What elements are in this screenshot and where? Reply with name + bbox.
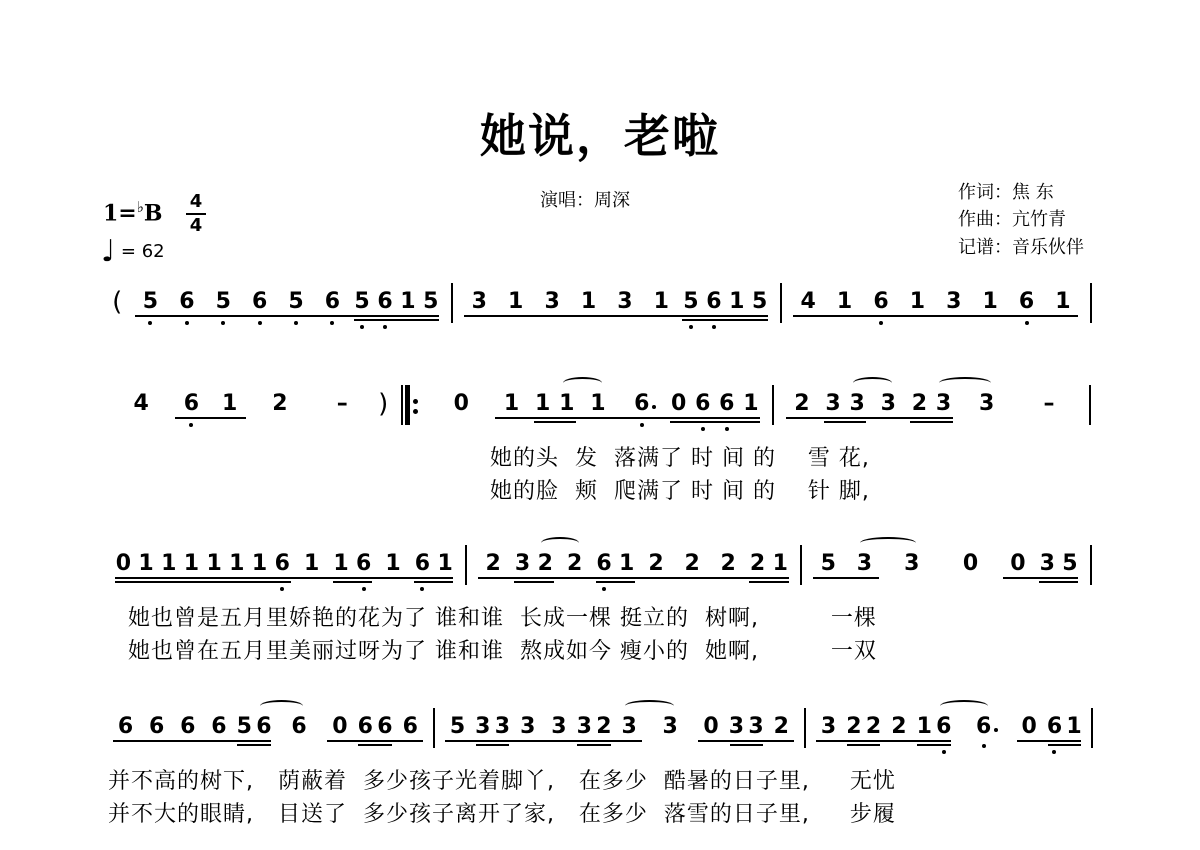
note: 6: [117, 714, 134, 739]
note: 3: [935, 391, 952, 416]
note: 3: [617, 289, 633, 314]
barline: [1090, 283, 1092, 323]
octave-dot-below: [1025, 321, 1029, 325]
beam-underline: [1048, 744, 1081, 746]
beam-underline: [1039, 581, 1078, 583]
composer-credit: 作曲：亢竹青: [958, 209, 1066, 230]
note: 1: [183, 551, 200, 576]
note: 2: [596, 714, 612, 739]
note: 3: [1039, 551, 1055, 576]
beam-underline: [813, 577, 879, 579]
note: 2: [648, 551, 664, 576]
beam-underline: [464, 315, 768, 317]
octave-dot-below: [330, 321, 334, 325]
note: 3: [514, 551, 531, 576]
note: 0: [1010, 551, 1026, 576]
note: 3: [825, 391, 841, 416]
note: 5: [752, 289, 768, 314]
note: 5: [449, 714, 466, 739]
beam-underline: [354, 319, 440, 321]
note: 6: [706, 289, 722, 314]
note: 1: [251, 551, 268, 576]
note: 3: [494, 714, 511, 739]
lyric-line: 她的头 发 落满了 时 间 的 雪 花,: [490, 446, 870, 471]
beam-underline: [495, 417, 760, 419]
note: 3: [551, 714, 567, 739]
beam-underline: [917, 744, 950, 746]
note: 3: [979, 391, 995, 416]
note: 1: [229, 551, 245, 576]
note: 5: [354, 289, 370, 314]
note: 3: [946, 289, 962, 314]
note: 1: [333, 551, 349, 576]
octave-dot-below: [420, 587, 424, 591]
note: 6: [291, 714, 307, 739]
note: 5: [423, 289, 439, 314]
note: 2: [485, 551, 501, 576]
note: 6: [414, 551, 431, 576]
barline: [465, 545, 467, 585]
note: 1: [161, 551, 177, 576]
note: 5: [820, 551, 836, 576]
barline: [804, 708, 806, 748]
beam-underline: [910, 421, 952, 423]
lyric-line: 并不大的眼睛, 目送了 多少孩子离开了家, 在多少 落雪的日子里, 步履: [108, 802, 896, 827]
note: 2: [794, 391, 810, 416]
octave-dot-below: [280, 587, 284, 591]
lyric-line: 她也曾在五月里美丽过呀为了 谁和谁 熬成如今 瘦小的 她啊, 一双: [128, 639, 877, 664]
tie-arc: [625, 700, 674, 712]
note: 3: [662, 714, 678, 739]
octave-dot-below: [602, 587, 606, 591]
beam-underline: [793, 315, 1078, 317]
note: 6: [402, 714, 418, 739]
beam-underline: [1003, 577, 1078, 579]
time-signature: [186, 192, 206, 236]
beam-underline: [476, 744, 509, 746]
repeat-dot: [413, 399, 418, 404]
note: 6: [183, 391, 200, 416]
octave-dot-below: [1052, 750, 1056, 754]
octave-dot-below: [360, 325, 364, 329]
note: 1: [535, 391, 551, 416]
augmentation-dot: [994, 728, 998, 732]
note: 6: [274, 551, 290, 576]
octave-dot-below: [148, 321, 152, 325]
beam-underline: [327, 740, 422, 742]
note: 1: [619, 551, 635, 576]
note: 6: [975, 714, 992, 739]
beam-underline: [358, 744, 391, 746]
octave-dot-below: [712, 325, 716, 329]
octave-dot-below: [701, 427, 705, 431]
beam-underline: [816, 740, 951, 742]
tempo-value: = 62: [120, 241, 165, 262]
note: 6: [936, 714, 952, 739]
time-sig-top: 4: [189, 191, 203, 212]
barline: [1091, 708, 1093, 748]
beam-underline: [824, 421, 866, 423]
note: 6: [695, 391, 711, 416]
key-signature: [103, 198, 162, 226]
note: 1: [400, 289, 416, 314]
beam-underline: [445, 740, 642, 742]
note: 6: [377, 714, 393, 739]
note: 6: [1018, 289, 1035, 314]
beam-underline: [115, 581, 291, 583]
beam-underline: [730, 744, 763, 746]
octave-dot-below: [689, 325, 693, 329]
note: 6: [873, 289, 889, 314]
beam-underline: [682, 319, 768, 321]
octave-dot-below: [294, 321, 298, 325]
note: 3: [544, 289, 560, 314]
barline: [1090, 545, 1092, 585]
beam-underline: [414, 581, 453, 583]
staff-line-1: [0, 283, 1200, 363]
note: 1: [559, 391, 575, 416]
octave-dot-below: [185, 321, 189, 325]
beam-underline: [135, 315, 439, 317]
tempo-mark: [101, 234, 165, 269]
octave-dot-below: [640, 423, 644, 427]
tie-arc: [260, 700, 303, 712]
note: 3: [728, 714, 745, 739]
note: 6: [180, 714, 196, 739]
note: 6: [719, 391, 735, 416]
note: 6: [377, 289, 393, 314]
note: 0: [332, 714, 348, 739]
octave-dot-below: [383, 325, 387, 329]
lyric-line: 并不高的树下, 荫蔽着 多少孩子光着脚丫, 在多少 酷暑的日子里, 无忧: [108, 769, 896, 794]
note: 3: [856, 551, 872, 576]
tie-arc: [853, 377, 892, 389]
lyric-line: 她的脸 颊 爬满了 时 间 的 针 脚,: [490, 479, 870, 504]
beam-underline: [670, 421, 760, 423]
note: 2: [891, 714, 907, 739]
note: 1: [508, 289, 524, 314]
note: 3: [576, 714, 592, 739]
barline: [800, 545, 802, 585]
note: 2: [720, 551, 736, 576]
beam-underline: [847, 744, 880, 746]
note: 1: [982, 289, 998, 314]
note: 5: [142, 289, 159, 314]
note: 5: [683, 289, 699, 314]
note: 5: [1062, 551, 1078, 576]
note: 0: [962, 551, 979, 576]
note: 1: [909, 289, 926, 314]
tie-arc: [860, 537, 915, 549]
note: 1: [729, 289, 745, 314]
repeat-thick-bar: [405, 385, 410, 425]
note: 1: [1066, 714, 1082, 739]
lyricist-credit: 作词：焦 东: [958, 182, 1054, 203]
note: 5: [288, 289, 304, 314]
barline: [433, 708, 435, 748]
singer-credit: 演唱：周深: [540, 190, 630, 211]
note: 1: [836, 289, 853, 314]
note: 1: [303, 551, 320, 576]
beam-underline: [237, 744, 270, 746]
tie-arc: [940, 700, 988, 712]
note: 3: [471, 289, 487, 314]
song-title: 她说，老啦: [480, 109, 720, 163]
barline: [780, 283, 782, 323]
note: 6: [596, 551, 612, 576]
note: 1: [772, 551, 788, 576]
note: 0: [453, 391, 469, 416]
barline: [772, 385, 774, 425]
note: –: [336, 391, 348, 416]
octave-dot-below: [879, 321, 883, 325]
note: 3: [849, 391, 865, 416]
note: 2: [773, 714, 789, 739]
beam-underline: [596, 581, 635, 583]
key-prefix: 1=: [103, 200, 137, 227]
note: 6: [149, 714, 165, 739]
note: 6: [324, 289, 341, 314]
repeat-thin-bar: [401, 385, 403, 425]
flat-sign: ♭: [136, 198, 144, 216]
note: 3: [748, 714, 764, 739]
note: 5: [236, 714, 252, 739]
note: 2: [272, 391, 288, 416]
quarter-note-icon: ♩: [101, 234, 116, 269]
note: 1: [653, 289, 669, 314]
note: 1: [437, 551, 453, 576]
note: 3: [475, 714, 491, 739]
barline: [451, 283, 453, 323]
note: 3: [880, 391, 896, 416]
repeat-dot: [413, 409, 418, 414]
note: 0: [115, 551, 131, 576]
time-sig-bottom: 4: [189, 215, 203, 236]
note: 2: [865, 714, 882, 739]
lyric-line: 她也曾是五月里娇艳的花为了 谁和谁 长成一棵 挺立的 树啊, 一棵: [128, 606, 877, 631]
note: 1: [916, 714, 932, 739]
beam-underline: [115, 577, 453, 579]
tie-arc: [939, 377, 990, 389]
note: 3: [520, 714, 536, 739]
note: 1: [222, 391, 238, 416]
note: 6: [211, 714, 227, 739]
note: 1: [503, 391, 520, 416]
octave-dot-below: [982, 744, 986, 748]
note: 0: [670, 391, 687, 416]
beam-underline: [175, 417, 245, 419]
note: 2: [846, 714, 862, 739]
note: 1: [1055, 289, 1071, 314]
octave-dot-below: [189, 423, 193, 427]
note: 4: [133, 391, 149, 416]
tie-arc: [563, 377, 602, 389]
augmentation-dot: [652, 405, 656, 409]
note: 6: [1046, 714, 1063, 739]
tie-arc: [541, 537, 578, 549]
note: 4: [800, 289, 816, 314]
beam-underline: [698, 740, 793, 742]
note: 2: [684, 551, 700, 576]
note: 2: [749, 551, 766, 576]
note: 5: [215, 289, 231, 314]
note: 6: [256, 714, 272, 739]
beam-underline: [749, 581, 788, 583]
note: 1: [206, 551, 222, 576]
note: 1: [590, 391, 606, 416]
note: 6: [356, 551, 372, 576]
note: 3: [621, 714, 637, 739]
note: 1: [580, 289, 597, 314]
note: 0: [1021, 714, 1037, 739]
beam-underline: [478, 577, 788, 579]
parenthesis: (: [112, 287, 123, 317]
note: 1: [385, 551, 401, 576]
note: 6: [357, 714, 373, 739]
beam-underline: [1017, 740, 1081, 742]
beam-underline: [113, 740, 271, 742]
note: –: [1043, 391, 1055, 416]
note: 3: [904, 551, 920, 576]
octave-dot-below: [942, 750, 946, 754]
transcriber-credit: 记谱：音乐伙伴: [958, 237, 1084, 258]
beam-underline: [514, 581, 553, 583]
octave-dot-below: [221, 321, 225, 325]
note: 3: [820, 714, 837, 739]
octave-dot-below: [725, 427, 729, 431]
note: 2: [537, 551, 553, 576]
note: 2: [911, 391, 928, 416]
octave-dot-below: [362, 587, 366, 591]
parenthesis: ): [378, 389, 389, 419]
barline: [1089, 385, 1091, 425]
note: 1: [138, 551, 154, 576]
octave-dot-below: [258, 321, 262, 325]
beam-underline: [333, 581, 372, 583]
note: 1: [743, 391, 759, 416]
beam-underline: [786, 417, 953, 419]
key-note: B: [143, 200, 163, 227]
beam-underline: [577, 744, 610, 746]
note: 6: [634, 391, 650, 416]
note: 0: [703, 714, 719, 739]
note: 2: [566, 551, 583, 576]
note: 6: [251, 289, 268, 314]
note: 6: [179, 289, 195, 314]
beam-underline: [534, 421, 576, 423]
